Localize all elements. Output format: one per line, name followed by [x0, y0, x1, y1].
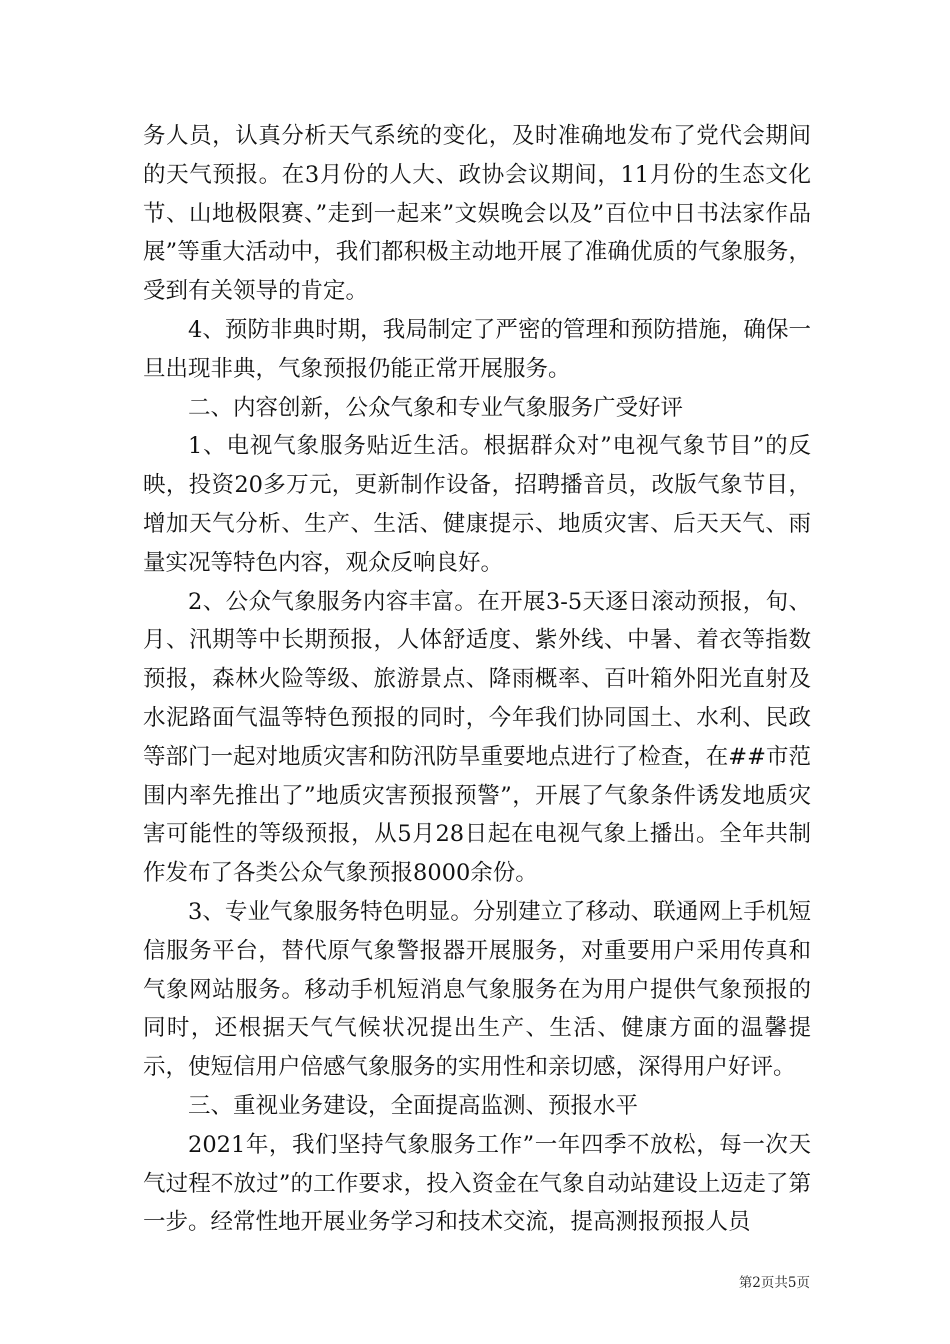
paragraph-continuation: 务人员，认真分析天气系统的变化，及时准确地发布了党代会期间的天气预报。在3月份的人大、政协会议期间，11月份的生态文化节、山地极限赛、”走到一起来”文娱晚会以及”百位中日书法家作品展”等重大活动中，我们都积极主动地开展了准确优质的气象服务，受到有关领导的肯定。: [143, 123, 811, 305]
section-heading-2: 二、内容创新，公众气象和专业气象服务广受好评: [188, 394, 684, 421]
paragraph-item-4: 4、预防非典时期，我局制定了严密的管理和预防措施，确保一旦出现非典，气象预报仍能正常开展服务。: [143, 316, 811, 382]
document-body: [143, 117, 811, 1242]
section-heading-3: 三、重视业务建设，全面提高监测、预报水平: [188, 1092, 639, 1119]
paragraph-item-1: 1、电视气象服务贴近生活。根据群众对”电视气象节目”的反映，投资20多万元，更新制作设备，招聘播音员，改版气象节目，增加天气分析、生产、生活、健康提示、地质灾害、后天天气、雨量实况等特色内容，观众反响良好。: [143, 433, 811, 576]
paragraph-item-2: 2、公众气象服务内容丰富。在开展3-5天逐日滚动预报，旬、月、汛期等中长期预报，人体舒适度、紫外线、中暑、着衣等指数预报，森林火险等级、旅游景点、降雨概率、百叶箱外阳光直射及水泥路面气温等特色预报的同时，今年我们协同国土、水利、民政等部门一起对地质灾害和防汛防旱重要地点进行了检查，在##市范围内率先推出了”地质灾害预报预警”，开展了气象条件诱发地质灾害可能性的等级预报，从5月28日起在电视气象上播出。全年共制作发布了各类公众气象预报8000余份。: [143, 588, 811, 887]
paragraph-2021: 2021年，我们坚持气象服务工作”一年四季不放松，每一次天气过程不放过”的工作要求，投入资金在气象自动站建设上迈走了第一步。经常性地开展业务学习和技术交流，提高测报预报人员: [143, 1131, 811, 1236]
page-number: 第2页共5页: [738, 1275, 810, 1291]
paragraph-item-3: 3、专业气象服务特色明显。分别建立了移动、联通网上手机短信服务平台，替代原气象警报器开展服务，对重要用户采用传真和气象网站服务。移动手机短消息气象服务在为用户提供气象预报的同时，还根据天气气候状况提出生产、生活、健康方面的温馨提示，使短信用户倍感气象服务的实用性和亲切感，深得用户好评。: [143, 898, 811, 1081]
